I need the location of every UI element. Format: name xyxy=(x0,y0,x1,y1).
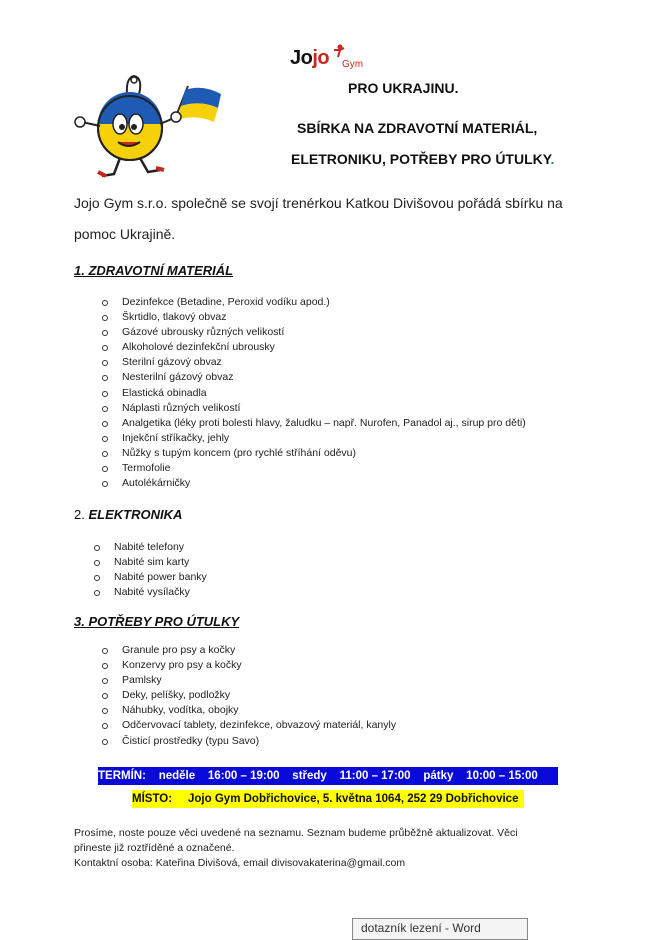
bullet-icon xyxy=(102,739,108,745)
bullet-icon xyxy=(102,345,108,351)
electronics-items-list xyxy=(114,540,207,600)
list-item: Nesterilní gázový obvaz xyxy=(122,370,526,385)
title-line-3-text: ELETRONIKU, POTŘEBY PRO ÚTULKY xyxy=(291,151,551,167)
bullet-icon xyxy=(102,421,108,427)
bullet-icon xyxy=(102,451,108,457)
list-item: Deky, pelíšky, podložky xyxy=(122,688,396,703)
bullet-icon xyxy=(94,590,100,596)
title-line-2: SBÍRKA NA ZDRAVOTNÍ MATERIÁL, xyxy=(297,120,538,136)
section-heading-shelters: 3. POTŘEBY PRO ÚTULKY xyxy=(74,614,240,629)
bullet-icon xyxy=(102,330,108,336)
list-item: Termofolie xyxy=(122,461,526,476)
list-item: Analgetika (léky proti bolesti hlavy, žaludku – např. Nurofen, Panadol aj., sirup pro děti) xyxy=(122,416,526,431)
list-item: Autolékárničky xyxy=(122,476,526,491)
bullet-icon xyxy=(102,391,108,397)
list-item: Injekční stříkačky, jehly xyxy=(122,431,526,446)
bullet-icon xyxy=(102,436,108,442)
list-item: Konzervy pro psy a kočky xyxy=(122,658,396,673)
bullet-icon xyxy=(94,575,100,581)
list-item: Elastická obinadla xyxy=(122,386,526,401)
footer-contact: Kontaktní osoba: Kateřina Divišová, email divisovakaterina@gmail.com xyxy=(74,857,406,869)
list-item: Pamlsky xyxy=(122,673,396,688)
bullet-icon xyxy=(102,678,108,684)
bullet-icon xyxy=(102,648,108,654)
list-item: Sterilní gázový obvaz xyxy=(122,355,526,370)
logo-figure-icon xyxy=(332,44,346,58)
list-item: Nabité power banky xyxy=(114,570,207,585)
section-heading-text: ELEKTRONIKA xyxy=(88,507,183,522)
bullet-icon xyxy=(102,315,108,321)
logo-word-jo: Jo xyxy=(290,47,313,69)
bullet-icon xyxy=(102,375,108,381)
bullet-icon xyxy=(94,545,100,551)
title-line-3 xyxy=(291,151,554,167)
medical-items-list xyxy=(122,295,526,491)
list-item: Čisticí prostředky (typu Savo) xyxy=(122,734,396,749)
title-line-3-dot: . xyxy=(550,151,555,167)
bullet-icon xyxy=(94,560,100,566)
list-item: Odčervovací tablety, dezinfekce, obvazový materiál, kanyly xyxy=(122,718,396,733)
list-item: Gázové ubrousky různých velikostí xyxy=(122,325,526,340)
bullet-icon xyxy=(102,723,108,729)
list-item: Nůžky s tupým koncem (pro rychlé stříhání oděvu) xyxy=(122,446,526,461)
bullet-icon xyxy=(102,406,108,412)
list-item: Nabité sim karty xyxy=(114,555,207,570)
bullet-icon xyxy=(102,360,108,366)
list-item: Náplasti různých velikostí xyxy=(122,401,526,416)
bullet-icon xyxy=(102,300,108,306)
logo-word-jo-red: jo xyxy=(312,47,330,69)
list-item: Náhubky, vodítka, obojky xyxy=(122,703,396,718)
list-item: Granule pro psy a kočky xyxy=(122,643,396,658)
yoyo-mascot-icon xyxy=(72,72,224,184)
bullet-icon xyxy=(102,481,108,487)
footer-line-1: Prosíme, noste pouze věci uvedené na seznamu. Seznam budeme průběžně aktualizovat. Věci xyxy=(74,827,518,839)
bullet-icon xyxy=(102,693,108,699)
section-heading-electronics xyxy=(74,507,182,522)
list-item: Dezinfekce (Betadine, Peroxid vodíku apod.) xyxy=(122,295,526,310)
intro-paragraph: Jojo Gym s.r.o. společně se svojí trenérkou Katkou Divišovou pořádá sbírku na pomoc Ukrajině. xyxy=(74,195,563,242)
section-heading-number: 2. xyxy=(74,507,89,522)
jojo-gym-logo xyxy=(290,44,370,74)
shelter-items-list xyxy=(122,643,396,749)
ukraine-flag-icon xyxy=(177,88,221,122)
logo-gym-text: Gym xyxy=(342,59,364,70)
bullet-icon xyxy=(102,708,108,714)
list-item: Nabité vysílačky xyxy=(114,585,207,600)
taskbar-word-button[interactable]: dotazník lezení - Word xyxy=(352,918,528,940)
list-item: Škrtidlo, tlakový obvaz xyxy=(122,310,526,325)
list-item: Alkoholové dezinfekční ubrousky xyxy=(122,340,526,355)
section-heading-medical: 1. ZDRAVOTNÍ MATERIÁL xyxy=(74,263,234,278)
place-bar: MÍSTO: Jojo Gym Dobřichovice, 5. května 1064, 252 29 Dobřichovice xyxy=(132,790,524,808)
bullet-icon xyxy=(102,663,108,669)
footer-line-2: přineste již roztříděné a označené. xyxy=(74,842,235,854)
bullet-icon xyxy=(102,466,108,472)
footer-note xyxy=(74,826,574,871)
schedule-bar: TERMÍN: neděle 16:00 – 19:00 středy 11:00 – 17:00 pátky 10:00 – 15:00 xyxy=(98,767,558,785)
list-item: Nabité telefony xyxy=(114,540,207,555)
logo-word xyxy=(290,47,329,70)
title-line-1: PRO UKRAJINU. xyxy=(348,80,459,96)
